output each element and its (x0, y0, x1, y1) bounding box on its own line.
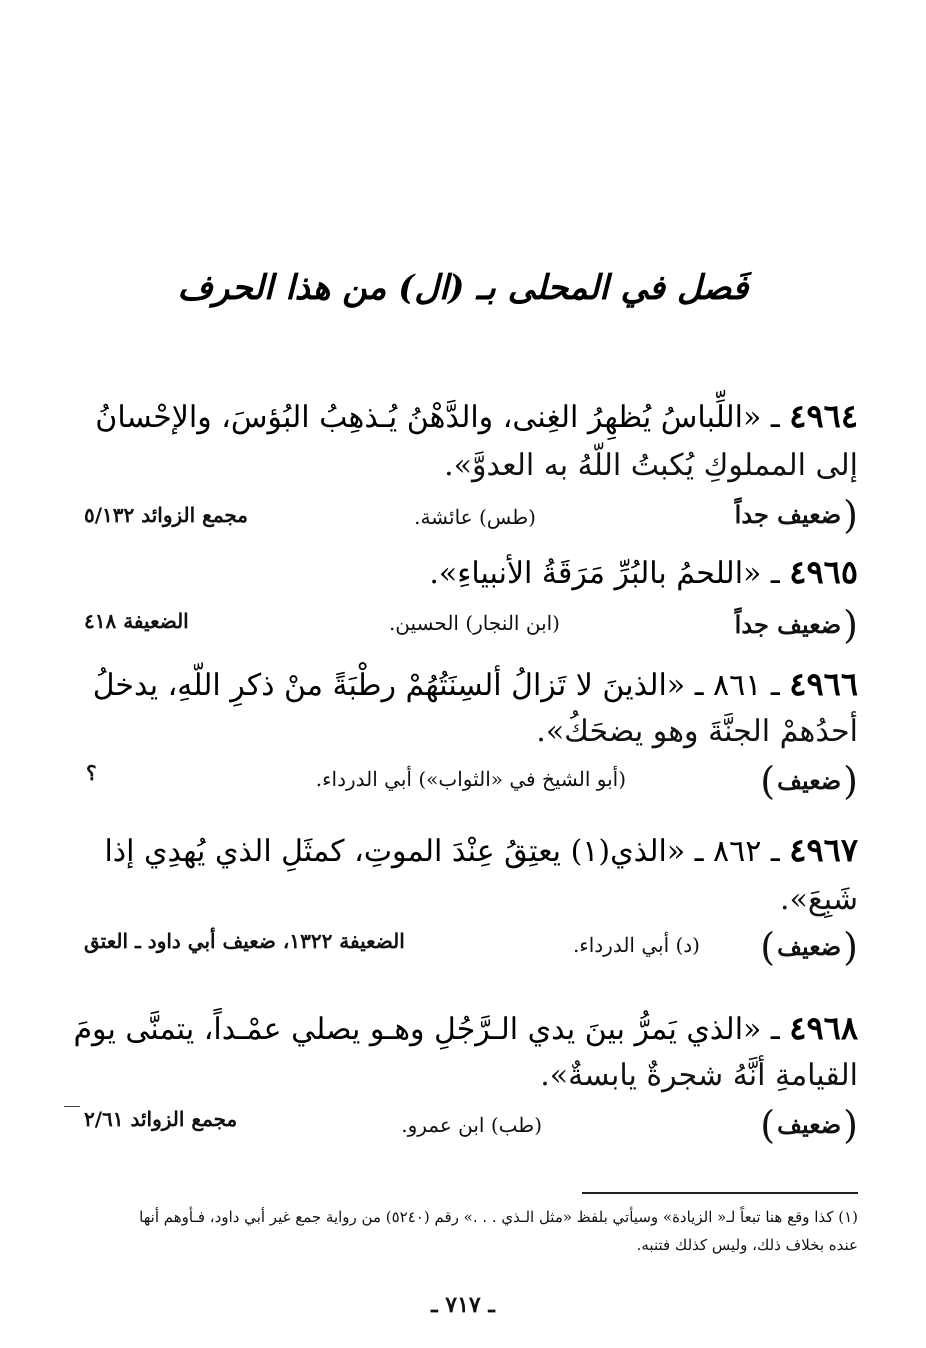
entry-4965-grade: ( ضعيف جداً (734, 603, 858, 647)
entry-4968-grade: ( ضعيف ) (760, 1103, 858, 1147)
entry-4964-line2: إلى المملوكِ يُكبتُ اللّهُ به العدوَّ». (444, 448, 858, 483)
entry-4967-line1 (104, 830, 858, 872)
entry-4965-ref: الضعيفة ٤١٨ (84, 609, 189, 633)
grade-label: ضعيف (777, 932, 842, 961)
footnote-divider (582, 1192, 858, 1194)
entry-4964-grade: ( ضعيف جداً (734, 493, 858, 537)
entry-4967-grade: ( ضعيف ) (760, 925, 858, 969)
entry-4967-source: (د) أبي الدرداء. (572, 933, 700, 957)
entry-4968-source: (طب) ابن عمرو. (401, 1113, 542, 1137)
entry-4965-source: (ابن النجار) الحسين. (388, 611, 560, 635)
entry-4964-line1 (95, 396, 858, 438)
entry-text: ـ «الذي يَمرُّ بينَ يدي الـرَّجُلِ وهـو يصلي عمْـداً، يتمنَّى يومَ (73, 1012, 790, 1047)
entry-4967-line2: شَبِعَ». (779, 882, 858, 917)
entry-4966-source: (أبو الشيخ في «الثواب») أبي الدرداء. (315, 767, 626, 791)
entry-text: ـ ٨٦١ ـ «الذينَ لا تَزالُ ألسِنَتُهُمْ رطْبَةً منْ ذكرِ اللّهِ، يدخلُ (92, 668, 790, 703)
grade-label: ضعيف جداً (734, 500, 842, 529)
entry-text: ـ «اللِّباسُ يُظهِرُ الغِنى، والدَّهْنُ يُـذهِبُ البُؤسَ، والإحْسانُ (95, 400, 790, 435)
entry-text: ـ ٨٦٢ ـ «الذي(١) يعتِقُ عِنْدَ الموتِ، كمثَلِ الذي يُهدِي إذا (104, 834, 790, 869)
entry-4966-ref: ؟ (86, 761, 97, 785)
entry-4965-line1 (429, 552, 858, 594)
section-heading: فَصل في المحلى بـ (ال) من هذا الحرف (177, 268, 749, 308)
entry-4966-line1 (93, 664, 858, 706)
entry-4966-grade: ( ضعيف ) (760, 759, 858, 803)
entry-number: ٤٩٦٧ (789, 831, 858, 869)
grade-label: ضعيف (777, 1110, 842, 1139)
grade-label: ضعيف (777, 766, 842, 795)
entry-number: ٤٩٦٦ (789, 665, 858, 703)
page-number: ـ ٧١٧ ـ (431, 1292, 495, 1318)
entry-number: ٤٩٦٥ (789, 553, 858, 591)
entry-4968-line1 (73, 1008, 858, 1050)
grade-label: ضعيف جداً (734, 610, 842, 639)
margin-mark (64, 1106, 80, 1107)
footnote-line2: عنده بخلاف ذلك، وليس كذلك فتنبه. (636, 1236, 858, 1254)
entry-4966-line2: أحدُهمْ الجنَّةَ وهو يضحَكُ». (536, 714, 858, 749)
entry-4964-source: (طس) عائشة. (414, 505, 536, 529)
entry-number: ٤٩٦٨ (789, 1009, 858, 1047)
entry-4968-line2: القيامةِ أنَّهُ شجرةٌ يابسةٌ». (540, 1058, 858, 1093)
entry-4964-ref: مجمع الزوائد ٥/١٣٢ (84, 503, 249, 527)
entry-number: ٤٩٦٤ (789, 397, 858, 435)
entry-4968-ref: مجمع الزوائد ٢/٦١ (84, 1107, 238, 1131)
entry-4967-ref: الضعيفة ١٣٢٢، ضعيف أبي داود ـ العتق (84, 929, 405, 953)
footnote-line1: (١) كذا وقع هنا تبعاً لـ« الزيادة» وسيأتي بلفظ «مثل الـذي . . .» رقم (٥٢٤٠) من رواية جمع غير أبي داود، فـأوهم أنها (139, 1208, 858, 1226)
entry-text: ـ «اللحمُ بالبُرِّ مَرَقَةُ الأنبياءِ». (429, 556, 790, 591)
